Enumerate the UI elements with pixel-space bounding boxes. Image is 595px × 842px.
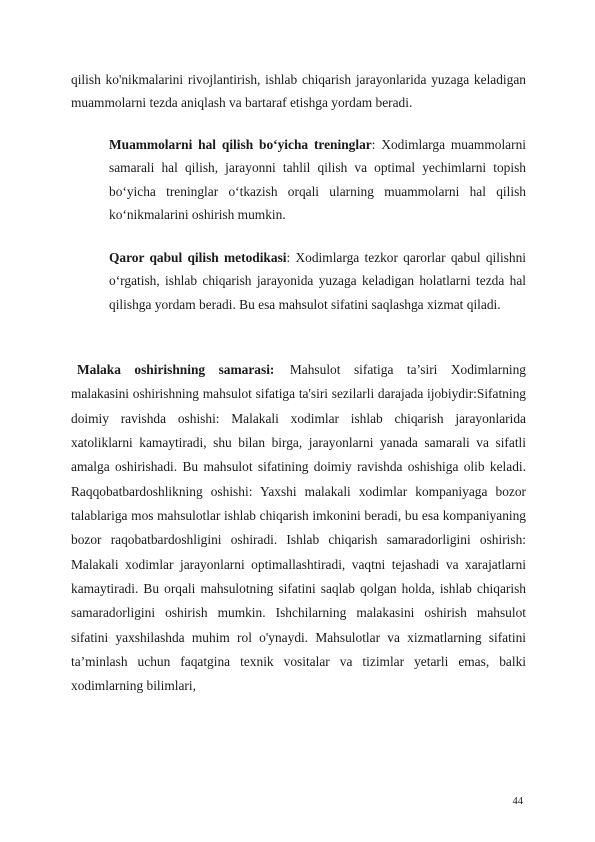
intro-text: qilish ko'nikmalarini rivojlantirish, ishlab chiqarish jarayonlarida yuzaga keladigan muammolarni tezda aniqlash va bartaraf etishga yordam beradi.	[71, 72, 526, 111]
page-number: 44	[512, 796, 523, 807]
qualification-effect-text: Mahsulot sifatiga ta’siri Xodimlarning malakasini oshirishning mahsulot sifatiga ta'siri sezilarli darajada ijobiydir:Sifatning doimiy ravishda oshishi: Malakali xodimlar ishlab chiqarish jarayonlarida xatoliklarni kamaytiradi, shu bilan birga, jarayonlarni yanada samarali va sifatli amalga oshirishadi. Bu mahsulot sifatining doimiy ravishda oshishiga olib keladi. Raqqobatbardoshlikning oshishi: Yaxshi malakali xodimlar kompaniyaga bozor talablariga mos mahsulotlar ishlab chiqarish imkonini beradi, bu esa kompaniyaning bozor raqobatbardoshligini oshiradi. Ishlab chiqarish samaradorligini oshirish: Malakali xodimlar jarayonlarni optimallashtiradi, vaqtni tejashadi va xarajatlarni kamaytiradi. Bu orqali mahsulotning sifatini saqlab qolgan holda, ishlab chiqarish samaradorligini oshirish mumkin. Ishchilarning malakasini oshirish mahsulot sifatini yaxshilashda muhim rol o'ynaydi. Mahsulotlar va xizmatlarning sifatini ta’minlash uchun faqatgina texnik vositalar va tizimlar yetarli emas, balki xodimlarning bilimlari,	[71, 362, 526, 694]
qualification-effect-paragraph	[71, 358, 526, 699]
training-heading: Muammolarni hal qilish bo‘yicha treninglar	[109, 137, 372, 152]
training-paragraph	[109, 133, 526, 227]
intro-paragraph	[71, 68, 526, 115]
training-text: : Xodimlarga muammolarni samarali hal qilish, jarayonni tahlil qilish va optimal yechimlarni topish bo‘yicha treninglar o‘tkazish orqali ularning muammolarni hal qilish ko‘nikmalarini oshirish mumkin.	[109, 137, 526, 223]
qualification-effect-heading: Malaka oshirishning samarasi:	[77, 362, 275, 377]
decision-paragraph	[109, 246, 526, 316]
decision-heading: Qaror qabul qilish metodikasi	[109, 250, 287, 265]
decision-text: : Xodimlarga tezkor qarorlar qabul qilishni o‘rgatish, ishlab chiqarish jarayonida yuzaga keladigan holatlarni tezda hal qilishga yordam beradi. Bu esa mahsulot sifatini saqlashga xizmat qiladi.	[109, 250, 527, 312]
